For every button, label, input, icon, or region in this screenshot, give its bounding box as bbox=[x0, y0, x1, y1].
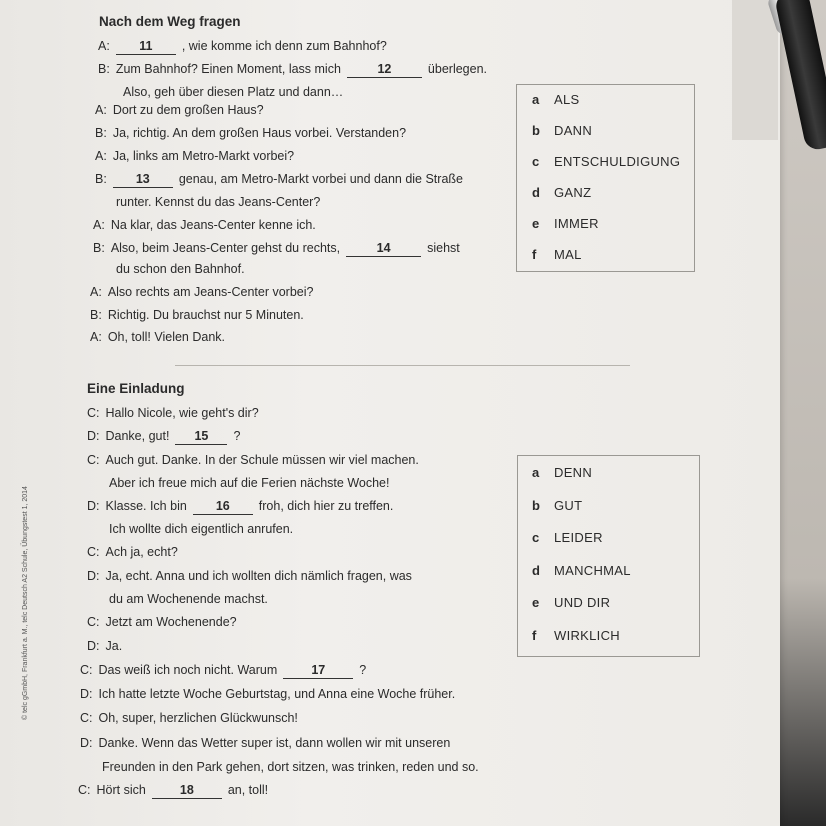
answer-blank[interactable]: 16 bbox=[193, 498, 253, 515]
line-text: Na klar, das Jeans-Center kenne ich. bbox=[110, 218, 316, 232]
speaker-label: B: bbox=[90, 308, 102, 322]
speaker-label: D: bbox=[87, 429, 100, 443]
answer-blank[interactable]: 13 bbox=[113, 171, 173, 188]
option-f bbox=[532, 247, 582, 262]
dialogue-invitation-line bbox=[80, 710, 298, 726]
line-text: Danke, gut! bbox=[105, 429, 170, 443]
line-text: Freunden in den Park gehen, dort sitzen, was trinken, reden und so. bbox=[102, 760, 479, 774]
option-f bbox=[532, 628, 620, 643]
option-word: ALS bbox=[554, 92, 580, 107]
speaker-label: A: bbox=[90, 285, 102, 299]
option-d bbox=[532, 185, 591, 200]
option-letter: b bbox=[532, 123, 541, 138]
option-letter: d bbox=[532, 562, 541, 578]
copyright-note: © telc gGmbH, Frankfurt a. M., telc Deutsch A2 Schule, Übungstest 1, 2014 bbox=[22, 486, 29, 720]
option-word: GUT bbox=[554, 497, 583, 513]
line-text-after-blank: ? bbox=[233, 429, 241, 443]
line-text-after-blank: ? bbox=[359, 663, 367, 677]
speaker-label: C: bbox=[80, 663, 93, 677]
line-text: Ja, richtig. An dem großen Haus vorbei. Verstanden? bbox=[112, 126, 407, 140]
dialogue-directions-line bbox=[93, 240, 460, 257]
line-text-after-blank: an, toll! bbox=[227, 783, 269, 797]
speaker-label: B: bbox=[95, 126, 107, 140]
speaker-label: A: bbox=[95, 103, 107, 117]
option-word: GANZ bbox=[554, 185, 592, 200]
dialogue-directions-line bbox=[90, 284, 313, 300]
line-text-after-blank: froh, dich hier zu treffen. bbox=[258, 499, 394, 513]
option-letter: c bbox=[532, 530, 540, 545]
dialogue-invitation-line bbox=[87, 452, 419, 468]
option-word: DANN bbox=[554, 123, 593, 138]
speaker-label: D: bbox=[87, 569, 100, 583]
option-letter: e bbox=[532, 595, 540, 610]
dialogue-invitation-line bbox=[87, 544, 178, 560]
line-text-after-blank: genau, am Metro-Markt vorbei und dann die Straße bbox=[178, 172, 463, 186]
answer-blank[interactable]: 12 bbox=[347, 61, 422, 78]
speaker-label: B: bbox=[93, 241, 105, 255]
line-text: Auch gut. Danke. In der Schule müssen wir viel machen. bbox=[105, 453, 419, 467]
dialogue-directions-line bbox=[90, 307, 304, 323]
dialogue-invitation-line bbox=[80, 686, 455, 702]
speaker-label: A: bbox=[90, 330, 102, 344]
option-letter: a bbox=[532, 465, 540, 480]
line-text: Ich wollte dich eigentlich anrufen. bbox=[109, 522, 294, 536]
speaker-label: D: bbox=[87, 639, 100, 653]
option-e bbox=[532, 216, 599, 231]
option-b bbox=[532, 123, 592, 138]
speaker-label: C: bbox=[87, 453, 100, 467]
option-letter: a bbox=[532, 92, 540, 107]
speaker-label: A: bbox=[93, 218, 105, 232]
line-text: Ja. bbox=[105, 639, 123, 653]
option-a bbox=[532, 92, 579, 107]
line-text: Also, beim Jeans-Center gehst du rechts, bbox=[110, 241, 341, 255]
line-text-after-blank: siehst bbox=[427, 241, 460, 255]
section-divider bbox=[175, 365, 630, 366]
line-text: Jetzt am Wochenende? bbox=[105, 615, 237, 629]
line-text: Hört sich bbox=[96, 783, 146, 797]
section-title-invitation: Eine Einladung bbox=[87, 381, 185, 396]
line-text-after-blank: überlegen. bbox=[427, 62, 487, 76]
line-text: Klasse. Ich bin bbox=[105, 499, 187, 513]
option-c bbox=[532, 530, 603, 545]
dialogue-invitation-line bbox=[103, 591, 268, 607]
speaker-label: D: bbox=[80, 736, 93, 750]
dialogue-invitation-line bbox=[103, 475, 389, 491]
line-text: Oh, toll! Vielen Dank. bbox=[107, 330, 226, 344]
dialogue-invitation-line bbox=[87, 405, 259, 421]
line-text: Danke. Wenn das Wetter super ist, dann wollen wir mit unseren bbox=[98, 736, 451, 750]
line-text: Ja, echt. Anna und ich wollten dich nämlich fragen, was bbox=[105, 569, 412, 583]
option-letter: b bbox=[532, 497, 541, 513]
line-text: Dort zu dem großen Haus? bbox=[112, 103, 264, 117]
answer-blank[interactable]: 18 bbox=[152, 782, 222, 799]
dialogue-invitation-line bbox=[87, 638, 122, 654]
option-word: MANCHMAL bbox=[554, 562, 631, 578]
line-text: Hallo Nicole, wie geht's dir? bbox=[105, 406, 259, 420]
dialogue-directions-line bbox=[98, 38, 387, 55]
option-d bbox=[532, 563, 631, 578]
speaker-label: C: bbox=[87, 545, 100, 559]
speaker-label: C: bbox=[87, 406, 100, 420]
line-text: du am Wochenende machst. bbox=[109, 592, 268, 606]
line-text: Aber ich freue mich auf die Ferien nächste Woche! bbox=[109, 476, 390, 490]
dialogue-invitation-line bbox=[103, 521, 293, 537]
speaker-label: C: bbox=[80, 711, 93, 725]
line-text: Also rechts am Jeans-Center vorbei? bbox=[107, 285, 314, 299]
section-title-directions: Nach dem Weg fragen bbox=[99, 14, 241, 29]
dialogue-directions-line bbox=[90, 329, 225, 345]
dialogue-invitation-line bbox=[87, 428, 240, 445]
option-word: DENN bbox=[554, 465, 593, 480]
dialogue-directions-line bbox=[95, 102, 264, 118]
speaker-label: C: bbox=[87, 615, 100, 629]
option-letter: d bbox=[532, 185, 541, 200]
dialogue-directions-line bbox=[95, 125, 406, 141]
option-letter: f bbox=[532, 247, 537, 262]
answer-blank[interactable]: 15 bbox=[175, 428, 227, 445]
dialogue-directions-line bbox=[95, 171, 463, 188]
speaker-label: D: bbox=[80, 687, 93, 701]
dialogue-invitation-line bbox=[80, 662, 366, 679]
speaker-label: D: bbox=[87, 499, 100, 513]
dialogue-directions-line bbox=[95, 148, 294, 164]
option-word: LEIDER bbox=[554, 530, 603, 545]
option-word: WIRKLICH bbox=[554, 627, 620, 643]
options-box-directions bbox=[516, 84, 695, 272]
option-b bbox=[532, 498, 582, 513]
option-word: UND DIR bbox=[554, 595, 611, 610]
dialogue-directions-line bbox=[98, 61, 487, 78]
option-e bbox=[532, 595, 610, 610]
answer-blank[interactable]: 14 bbox=[346, 240, 421, 257]
dialogue-directions-line bbox=[117, 84, 343, 100]
option-word: ENTSCHULDIGUNG bbox=[554, 154, 681, 169]
line-text: Zum Bahnhof? Einen Moment, lass mich bbox=[115, 62, 341, 76]
dialogue-directions-line bbox=[110, 261, 245, 277]
dialogue-invitation-line bbox=[87, 614, 237, 630]
dialogue-invitation-line bbox=[78, 782, 268, 799]
option-word: IMMER bbox=[554, 216, 599, 231]
speaker-label: C: bbox=[78, 783, 91, 797]
option-letter: f bbox=[532, 627, 537, 643]
answer-blank[interactable]: 17 bbox=[283, 662, 353, 679]
option-c bbox=[532, 154, 680, 169]
line-text: Also, geh über diesen Platz und dann… bbox=[123, 85, 344, 99]
line-text: Richtig. Du brauchst nur 5 Minuten. bbox=[107, 308, 304, 322]
dialogue-directions-line bbox=[110, 194, 320, 210]
line-text: Oh, super, herzlichen Glückwunsch! bbox=[98, 711, 298, 725]
line-text: runter. Kennst du das Jeans-Center? bbox=[116, 195, 321, 209]
line-text-after-blank: , wie komme ich denn zum Bahnhof? bbox=[181, 39, 387, 53]
dialogue-invitation-line bbox=[87, 568, 412, 584]
dialogue-invitation-line bbox=[80, 735, 450, 751]
speaker-label: B: bbox=[98, 62, 110, 76]
option-letter: e bbox=[532, 216, 540, 231]
page-tab-strip bbox=[732, 0, 778, 140]
line-text: du schon den Bahnhof. bbox=[116, 262, 245, 276]
option-letter: c bbox=[532, 154, 540, 169]
answer-blank[interactable]: 11 bbox=[116, 38, 176, 55]
dialogue-invitation-line bbox=[87, 498, 393, 515]
speaker-label: A: bbox=[98, 39, 110, 53]
line-text: Ach ja, echt? bbox=[105, 545, 178, 559]
speaker-label: A: bbox=[95, 149, 107, 163]
dialogue-directions-line bbox=[93, 217, 316, 233]
dialogue-invitation-line bbox=[96, 759, 479, 775]
option-a bbox=[532, 465, 592, 480]
line-text: Ich hatte letzte Woche Geburtstag, und Anna eine Woche früher. bbox=[98, 687, 456, 701]
option-word: MAL bbox=[554, 247, 582, 262]
line-text: Das weiß ich noch nicht. Warum bbox=[98, 663, 278, 677]
line-text: Ja, links am Metro-Markt vorbei? bbox=[112, 149, 295, 163]
speaker-label: B: bbox=[95, 172, 107, 186]
